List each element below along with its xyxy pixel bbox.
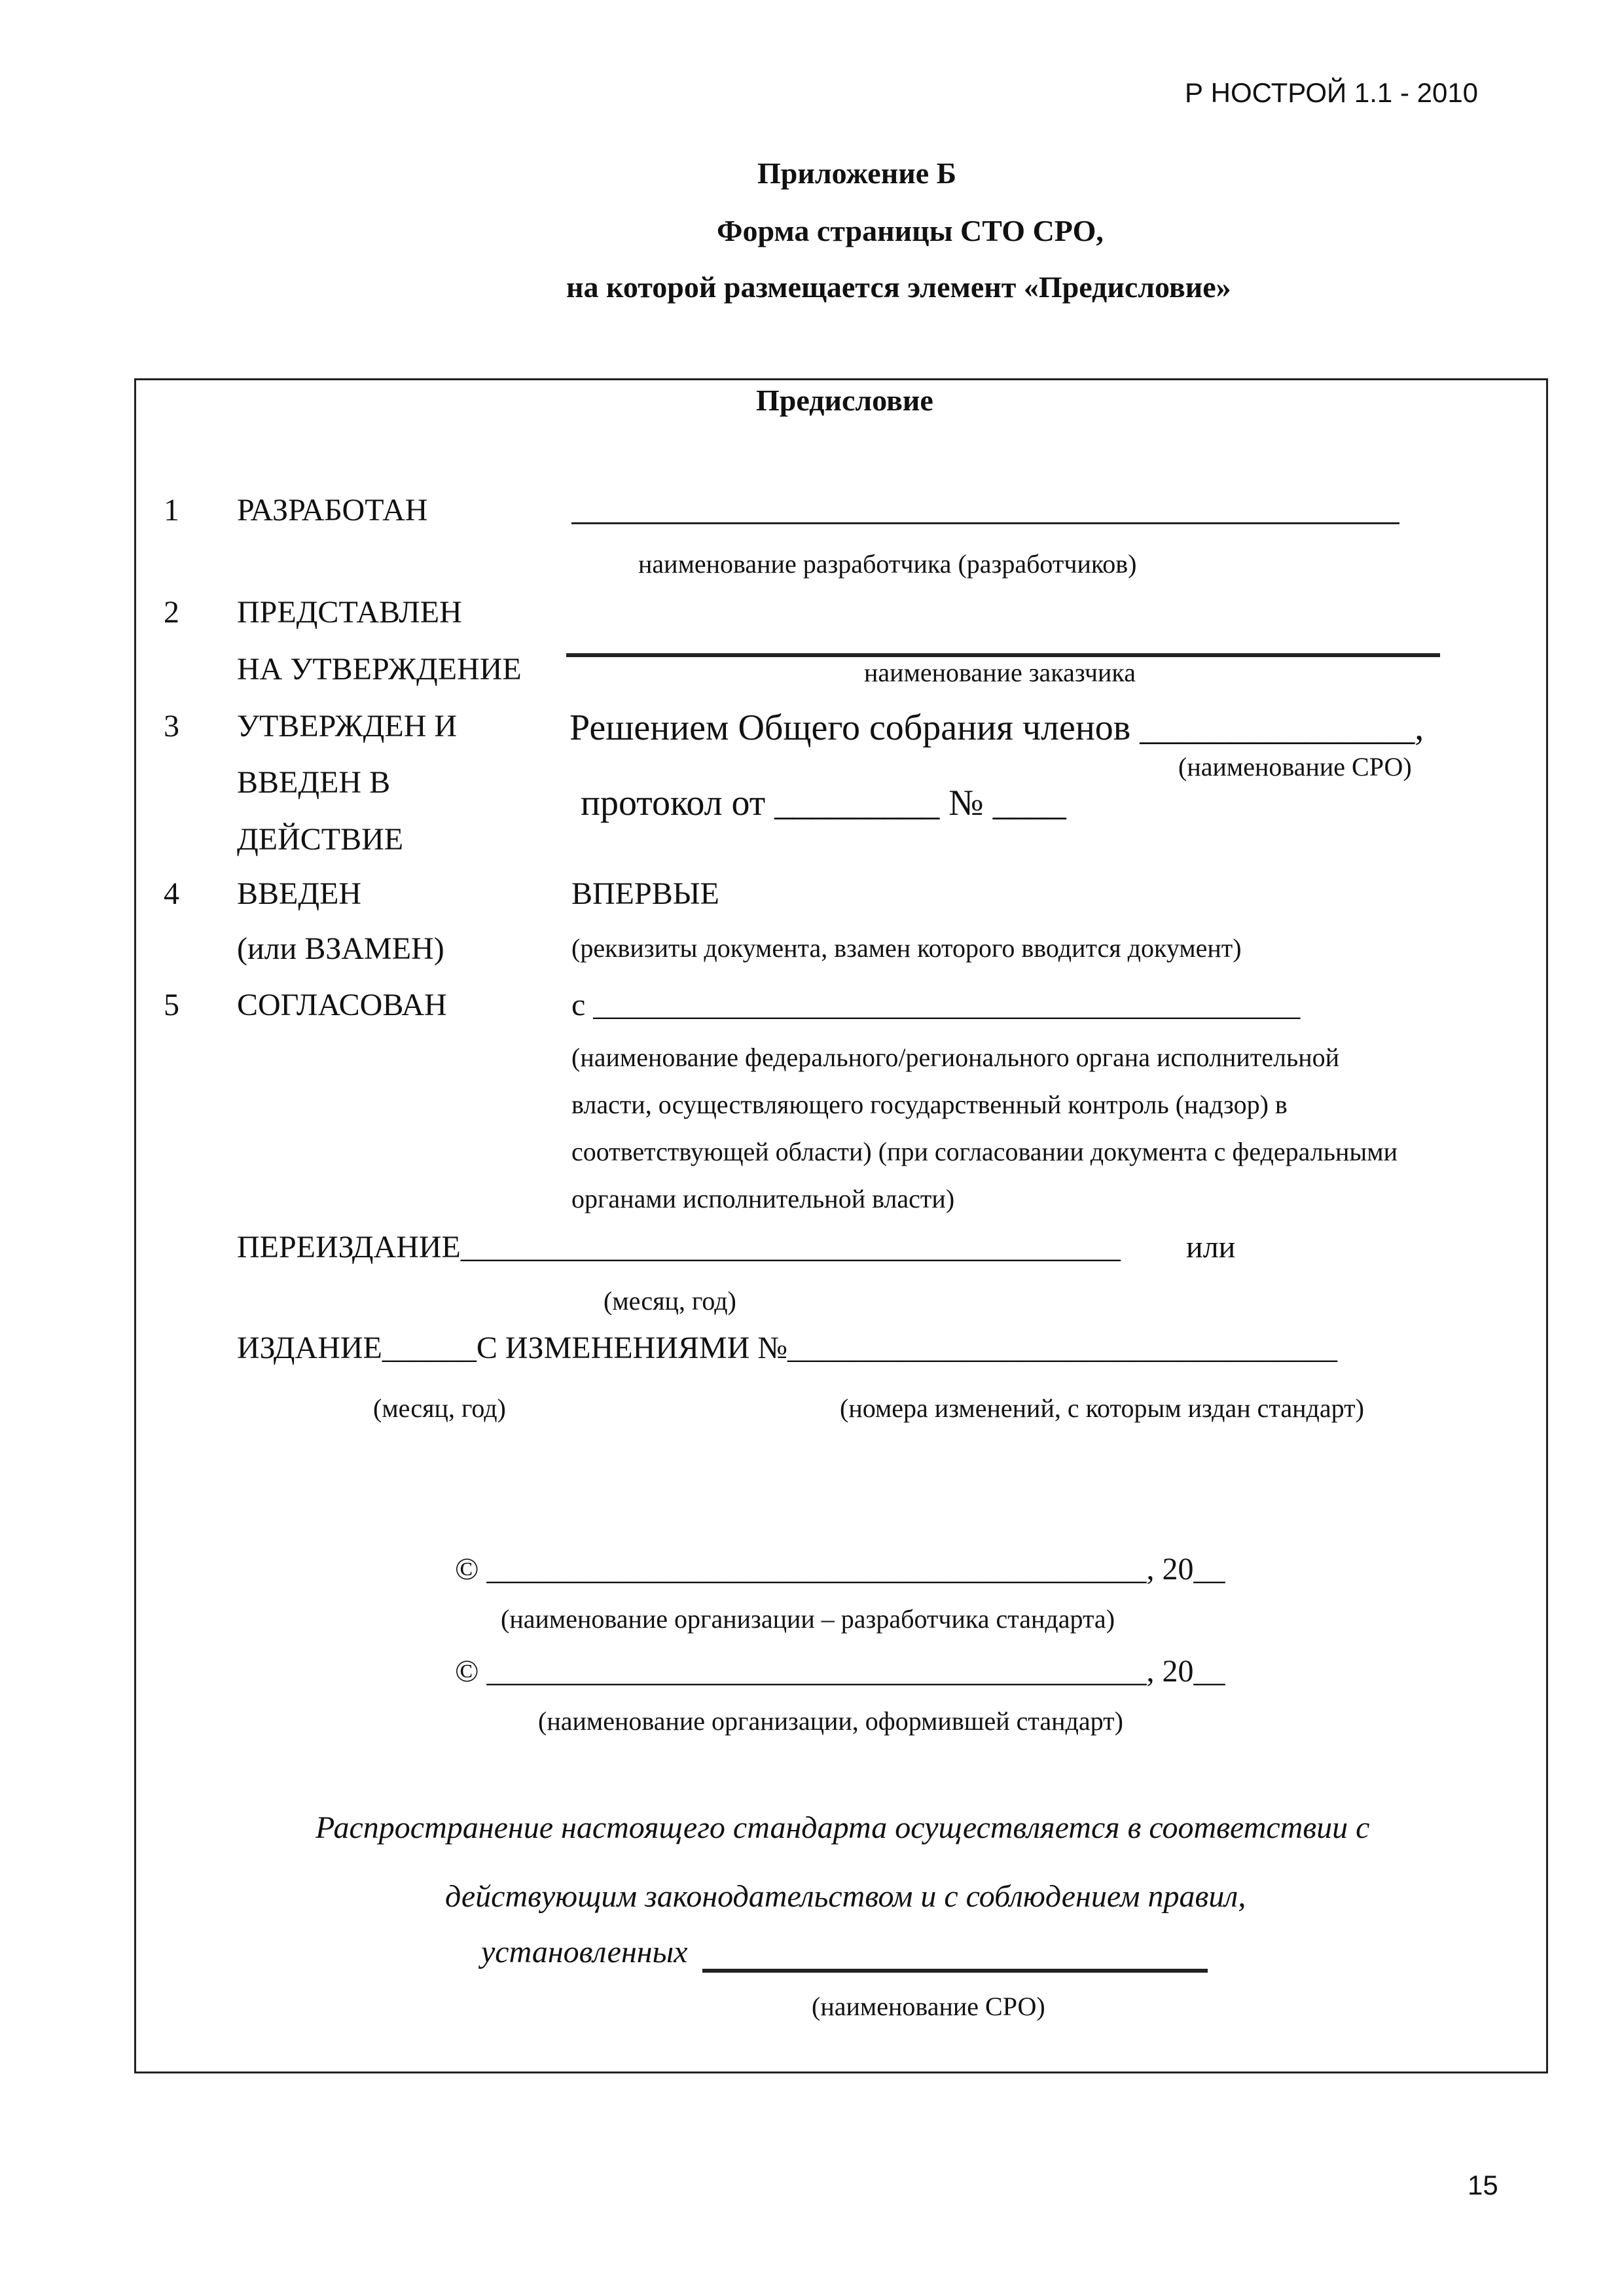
item-number: 1 — [164, 493, 179, 528]
item-caption: наименование разработчика (разработчиков) — [638, 549, 1137, 579]
item-label: ВВЕДЕН — [237, 876, 362, 911]
item-caption: власти, осуществляющего государственный контроль (надзор) в — [571, 1090, 1288, 1119]
edition-caption-right: (номера изменений, с которым издан стандарт) — [840, 1393, 1364, 1423]
item-label: ВВЕДЕН В — [237, 765, 391, 800]
item-caption: органами исполнительной власти) — [571, 1184, 955, 1213]
copyright-line: © __________________________________________, 20__ — [455, 1552, 1225, 1587]
developer-fill-line — [571, 522, 1399, 524]
reissue-text: ПЕРЕИЗДАНИЕ__________________________________________ — [237, 1230, 1121, 1265]
copyright-line: © __________________________________________, 20__ — [455, 1654, 1225, 1689]
item-label: ДЕЙСТВИЕ — [237, 822, 404, 857]
introduced-text: ВПЕРВЫЕ — [571, 876, 719, 911]
appendix-title: Приложение Б — [757, 156, 957, 190]
item-caption: (реквизиты документа, взамен которого вводится документ) — [571, 933, 1242, 963]
page-number: 15 — [1468, 2170, 1498, 2200]
item-caption: (наименование федерального/регионального органа исполнительной — [571, 1043, 1340, 1072]
document-code: Р НОСТРОЙ 1.1 - 2010 — [1185, 77, 1479, 108]
item-label: СОГЛАСОВАН — [237, 988, 447, 1022]
distribution-line3: установленных — [481, 1935, 688, 1969]
item-caption: соответствующей области) (при согласовании документа с федеральными — [571, 1137, 1398, 1166]
sro-fill-line — [702, 1969, 1208, 1973]
copyright-caption: (наименование организации, оформившей стандарт) — [538, 1706, 1123, 1736]
distribution-line2: действующим законодательством и с соблюдением правил, — [445, 1879, 1246, 1914]
reissue-or: или — [1186, 1230, 1236, 1265]
distribution-line1: Распространение настоящего стандарта осуществляется в соответствии с — [316, 1810, 1370, 1845]
preface-heading: Предисловие — [756, 384, 933, 417]
item-number: 2 — [164, 595, 179, 630]
form-title-line2: на которой размещается элемент «Предисловие» — [566, 270, 1231, 304]
item-label: РАЗРАБОТАН — [237, 493, 428, 528]
item-label: ПРЕДСТАВЛЕН — [237, 595, 462, 630]
item-number: 4 — [164, 876, 179, 911]
item-caption: (наименование СРО) — [1178, 752, 1412, 781]
approval-text: Решением Общего собрания членов _______________, — [569, 708, 1424, 748]
protocol-text: протокол от _________ № ____ — [581, 783, 1066, 823]
item-number: 3 — [164, 709, 179, 744]
item-label: (или ВЗАМЕН) — [237, 931, 444, 966]
reissue-caption: (месяц, год) — [604, 1286, 736, 1316]
edition-text: ИЗДАНИЕ______С ИЗМЕНЕНИЯМИ №___________________________________ — [237, 1331, 1338, 1365]
item-caption: наименование заказчика — [864, 658, 1136, 687]
edition-caption-left: (месяц, год) — [373, 1393, 506, 1423]
item-label: УТВЕРЖДЕН И — [237, 709, 458, 744]
agreed-with-text: с _____________________________________________ — [571, 988, 1301, 1022]
distribution-caption: (наименование СРО) — [812, 1992, 1045, 2021]
form-title-line1: Форма страницы СТО СРО, — [717, 214, 1104, 247]
copyright-caption: (наименование организации – разработчика стандарта) — [501, 1604, 1115, 1634]
item-number: 5 — [164, 988, 179, 1022]
item-label: НА УТВЕРЖДЕНИЕ — [237, 652, 522, 687]
